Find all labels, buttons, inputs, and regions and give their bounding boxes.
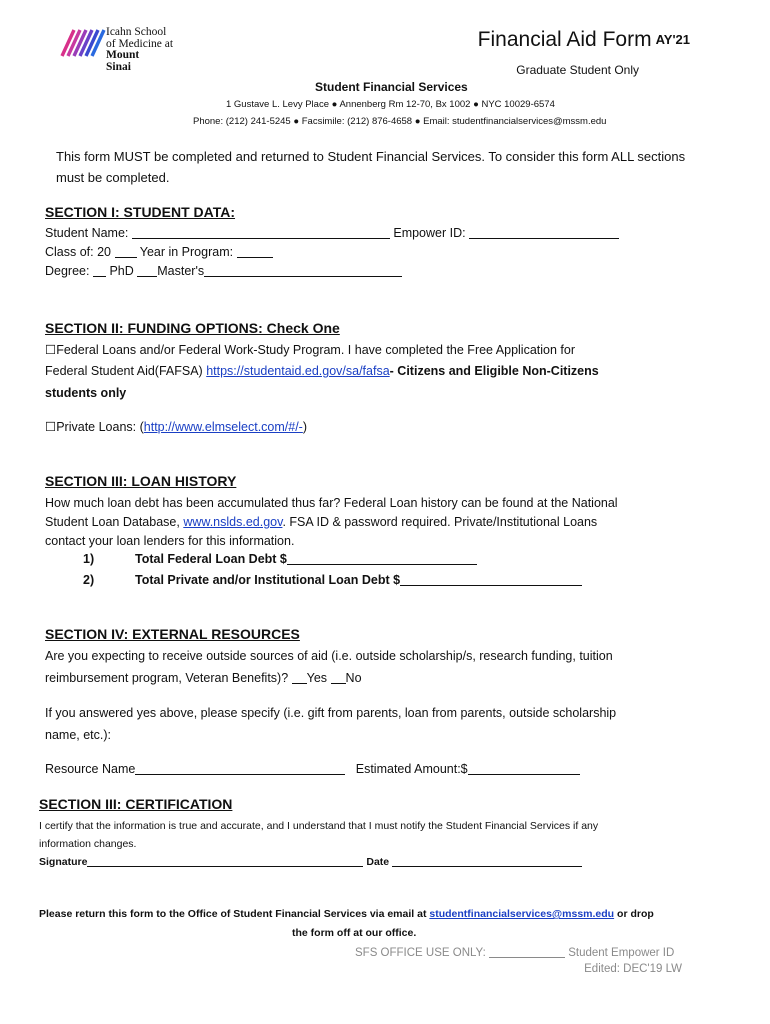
section-4-heading: SECTION IV: EXTERNAL RESOURCES	[45, 626, 300, 642]
return-text-2: or drop	[617, 908, 654, 920]
phd-label: PhD	[109, 264, 134, 278]
private-debt-label: Total Private and/or Institutional Loan Debt $	[135, 573, 401, 587]
form-title-year: AY'21	[655, 32, 690, 47]
signature-row	[39, 855, 582, 868]
section-3-heading: SECTION III: LOAN HISTORY	[45, 473, 237, 489]
masters-label: Master's	[157, 264, 205, 278]
loan-history-text-1: How much loan debt has been accumulated thus far? Federal Loan history can be found at the National	[45, 496, 618, 510]
loan-history-text-2	[45, 513, 597, 532]
form-subtitle: Graduate Student Only	[516, 63, 639, 77]
student-empower-id-label: Student Empower ID	[568, 947, 675, 959]
private-debt-row	[135, 571, 582, 590]
section-1-heading: SECTION I: STUDENT DATA:	[45, 204, 236, 220]
certification-text-1: I certify that the information is true and accurate, and I understand that I must notify the Student Financial Services if any	[39, 820, 599, 832]
federal-option-row	[45, 341, 575, 360]
nslds-link[interactable]: www.nslds.ed.gov	[183, 515, 283, 529]
year-label: Year in Program:	[139, 245, 234, 259]
external-question-2b: name, etc.):	[45, 728, 111, 742]
date-field[interactable]	[392, 855, 582, 867]
federal-text: Federal Loans and/or Federal Work-Study Program. I have completed the Free Application for	[56, 343, 576, 357]
form-title	[478, 28, 690, 52]
logo-line: Icahn School	[106, 26, 167, 38]
federal-debt-row	[135, 550, 477, 569]
office-name: Student Financial Services	[315, 80, 468, 94]
degree-label: Degree:	[45, 264, 90, 278]
class-of-label: Class of: 20	[45, 245, 112, 259]
loan-history-text-3: contact your loan lenders for this information.	[45, 534, 295, 548]
federal-debt-label: Total Federal Loan Debt $	[135, 552, 287, 566]
class-of-field[interactable]	[115, 245, 137, 258]
logo-stripes-icon	[60, 27, 106, 57]
office-use-row	[355, 945, 674, 959]
federal-option-row-2	[45, 362, 599, 381]
resource-name-field[interactable]	[135, 762, 345, 775]
year-field[interactable]	[237, 245, 273, 258]
phd-checkfield[interactable]	[93, 264, 106, 277]
estimated-amount-field[interactable]	[468, 762, 580, 775]
empower-id-field[interactable]	[469, 226, 619, 239]
logo-wordmark	[106, 27, 173, 73]
form-title-text: Financial Aid Form	[477, 28, 652, 51]
office-use-label: SFS OFFICE USE ONLY:	[355, 947, 486, 959]
mount-sinai-logo	[60, 27, 210, 85]
federal-note: - Citizens and Eligible Non-Citizens	[389, 364, 599, 378]
return-text-3: the form off at our office.	[292, 927, 417, 939]
external-question-1b-row	[45, 669, 362, 688]
elm-link[interactable]: http://www.elmselect.com/#/-	[143, 420, 303, 434]
federal-debt-field[interactable]	[287, 552, 477, 565]
student-name-field[interactable]	[132, 226, 390, 239]
yes-field[interactable]	[292, 671, 307, 684]
private-close: )	[302, 420, 308, 434]
logo-line: Mount	[106, 49, 140, 61]
private-text: Private Loans: (	[56, 420, 144, 434]
federal-debt-number: 1)	[83, 552, 95, 566]
certification-text-2: information changes.	[39, 838, 137, 850]
section-certification-heading: SECTION III: CERTIFICATION	[39, 796, 233, 812]
private-option-row	[45, 418, 307, 437]
loan-history-text-2a: Student Loan Database,	[45, 515, 180, 529]
section-2-heading: SECTION II: FUNDING OPTIONS: Check One	[45, 320, 340, 336]
student-name-row	[45, 224, 619, 243]
private-debt-field[interactable]	[400, 573, 582, 586]
federal-checkbox[interactable]: ☐	[45, 343, 57, 357]
resource-name-label: Resource Name	[45, 762, 136, 776]
no-label: No	[345, 671, 362, 685]
masters-checkfield[interactable]	[137, 264, 157, 277]
degree-row	[45, 262, 402, 281]
external-question-2: If you answered yes above, please specify (i.e. gift from parents, loan from parents, outside scholarship	[45, 706, 617, 720]
signature-label: Signature	[39, 856, 88, 868]
empower-id-label: Empower ID:	[393, 226, 466, 240]
external-question-1: Are you expecting to receive outside sources of aid (i.e. outside scholarship/s, research funding, tuition	[45, 649, 613, 663]
class-year-row	[45, 243, 273, 262]
logo-line: of Medicine at	[106, 37, 174, 50]
no-field[interactable]	[331, 671, 346, 684]
return-instructions	[39, 908, 654, 920]
private-debt-number: 2)	[83, 573, 95, 587]
office-use-field[interactable]	[489, 945, 565, 958]
office-address: 1 Gustave L. Levy Place ● Annenberg Rm 12-70, Bx 1002 ● NYC 10029-6574	[226, 99, 555, 110]
signature-field[interactable]	[87, 855, 363, 867]
masters-field[interactable]	[204, 264, 402, 277]
return-email-link[interactable]: studentfinancialservices@mssm.edu	[429, 908, 615, 920]
federal-note-2: students only	[45, 386, 127, 400]
logo-line: Sinai	[106, 60, 131, 73]
date-label: Date	[366, 856, 390, 868]
federal-text-2: Federal Student Aid(FAFSA)	[45, 364, 203, 378]
resource-row	[45, 760, 580, 779]
intro-text: This form MUST be completed and returned to Student Financial Services. To consider this form ALL sections must be completed.	[56, 149, 686, 185]
fafsa-link[interactable]: https://studentaid.ed.gov/sa/fafsa	[206, 364, 390, 378]
external-question-1b: reimbursement program, Veteran Benefits)?	[45, 671, 289, 685]
private-checkbox[interactable]: ☐	[45, 420, 57, 434]
estimated-amount-label: Estimated Amount:$	[355, 762, 468, 776]
student-name-label: Student Name:	[45, 226, 129, 240]
yes-label: Yes	[306, 671, 328, 685]
loan-history-text-2b: . FSA ID & password required. Private/Institutional Loans	[282, 515, 598, 529]
edited-note: Edited: DEC'19 LW	[584, 963, 682, 975]
return-text: Please return this form to the Office of Student Financial Services via email at	[39, 908, 427, 920]
office-contact: Phone: (212) 241-5245 ● Facsimile: (212) 876-4658 ● Email: studentfinancialservices@mssm.edu	[193, 116, 607, 127]
